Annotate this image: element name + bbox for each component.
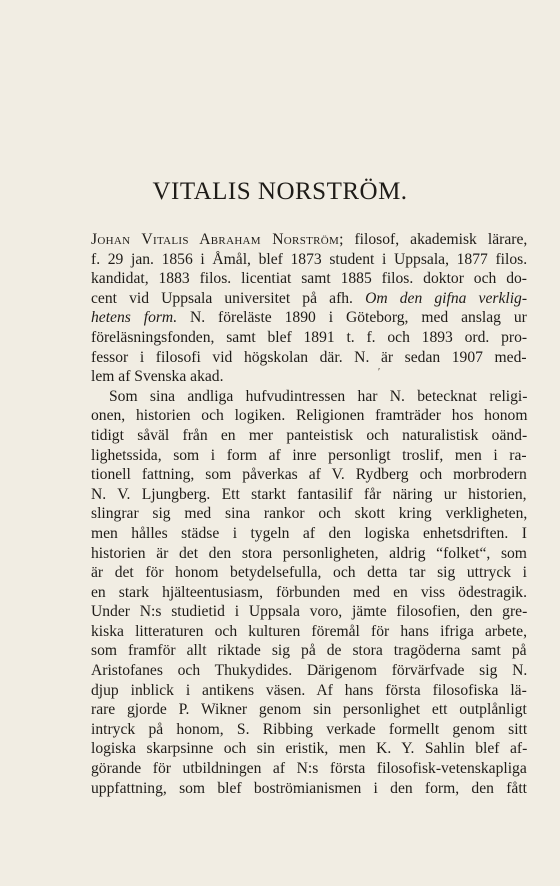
text-line [91,426,527,446]
page-title: VITALIS NORSTRÖM. [152,178,408,205]
text-fragment: ; filosof, akademisk lärare, [339,231,528,248]
text-line-content: djup inblick i antikens väsen. Af hans första filosofiska lä- [91,681,527,699]
text-line [91,622,527,642]
text-line [91,348,527,368]
text-line [91,328,527,348]
text-line [91,308,527,328]
text-line [91,387,527,407]
text-line [91,485,527,505]
text-line [91,524,527,544]
text-line-content [91,308,527,328]
text-line-content: är det för honom betydelsefulla, och detta tar sig uttryck i [91,564,527,582]
text-line-content: kandidat, 1883 filos. licentiat samt 1885 filos. doktor och do- [91,270,527,288]
text-line [91,446,527,466]
text-line [91,465,527,485]
text-line [91,406,527,426]
text-line-content: görande för utbildningen af N:s första filosofisk-vetenskapliga [91,760,527,778]
text-line-content: lighetssida, som i form af inre personligt troslif, men i ra- [91,446,527,464]
text-line-content: en stark hjälteentusiasm, förbunden med en viss ödestragik. [91,583,527,601]
text-line [91,602,527,622]
text-line-content: tionell fattning, som påverkas af V. Rydberg och morbrodern [91,466,527,484]
text-line [91,739,527,759]
text-line-content: men hålles städse i tygeln af den logiska enhetsdriften. I [91,524,527,542]
text-fragment: N. föreläste 1890 i Göteborg, med anslag ur [177,309,527,327]
text-line [91,700,527,720]
text-line-content: som framför allt riktade sig på de stora tragöderna samt på [91,642,527,660]
work-title-part: hetens form. [91,309,178,327]
text-line [91,563,527,583]
text-line-content: fessor i filosofi vid högskolan där. N. är sedan 1907 med- [91,348,527,366]
text-line-content: kiska litteraturen och kulturen föremål för hans ifriga arbete, [91,622,527,640]
text-fragment: cent vid Uppsala universitet på afh. [91,289,353,307]
text-line [91,779,527,799]
text-line [91,250,527,270]
text-line-content: logiska skarpsinne och sin eristik, men K. Y. Sahlin blef af- [91,740,528,758]
text-line-content: Aristofanes och Thukydides. Därigenom förvärfvade sig N. [91,662,528,680]
text-line [91,681,527,701]
text-line-content: Under N:s studietid i Uppsala voro, jämte filosofien, den gre- [91,603,528,621]
stray-mark: ʹ [378,367,381,378]
text-line-content: rare gjorde P. Wikner genom sin personlighet ett outplånligt [91,701,527,719]
text-line-content: uppfattning, som blef boströmianismen i den form, den fått [91,779,527,797]
text-line-content: Som sina andliga hufvudintressen har N. betecknat religi- [109,387,528,405]
text-line-content [91,230,527,250]
work-title-part: Om den gifna verklig- [365,289,528,307]
text-line-content: slingrar sig med sina rankor och skott kring verkligheten, [91,505,528,523]
text-line [91,504,527,524]
text-line [91,661,527,681]
person-name: Johan Vitalis Abraham Norström [91,231,340,248]
text-line [91,720,527,740]
text-line-content: onen, historien och logiken. Religionen framträder hos honom [91,407,528,425]
text-line-content: N. V. Ljungberg. Ett starkt fantasilif får näring ur historien, [91,485,527,503]
text-line [91,289,527,309]
text-line-content: f. 29 jan. 1856 i Åmål, blef 1873 student i Uppsala, 1877 filos. [91,250,528,268]
text-line-content: föreläsningsfonden, samt blef 1891 t. f. och 1893 ord. pro- [91,328,528,346]
text-line [91,269,527,289]
text-line [91,759,527,779]
text-line [91,367,527,387]
text-line [91,544,527,564]
body-text [91,230,527,798]
text-line [91,583,527,603]
text-line-content: intryck på honom, S. Ribbing verkade formellt genom sitt [91,720,528,738]
text-line-content: tidigt såväl från en mer panteistisk och naturalistisk oänd- [91,426,528,444]
text-line [91,230,527,250]
text-line-content: historien är det den stora personligheten, aldrig “folket“, som [91,544,527,562]
text-line-content: lem af Svenska akad. [91,368,224,386]
text-line [91,641,527,661]
text-line-content [91,289,527,309]
